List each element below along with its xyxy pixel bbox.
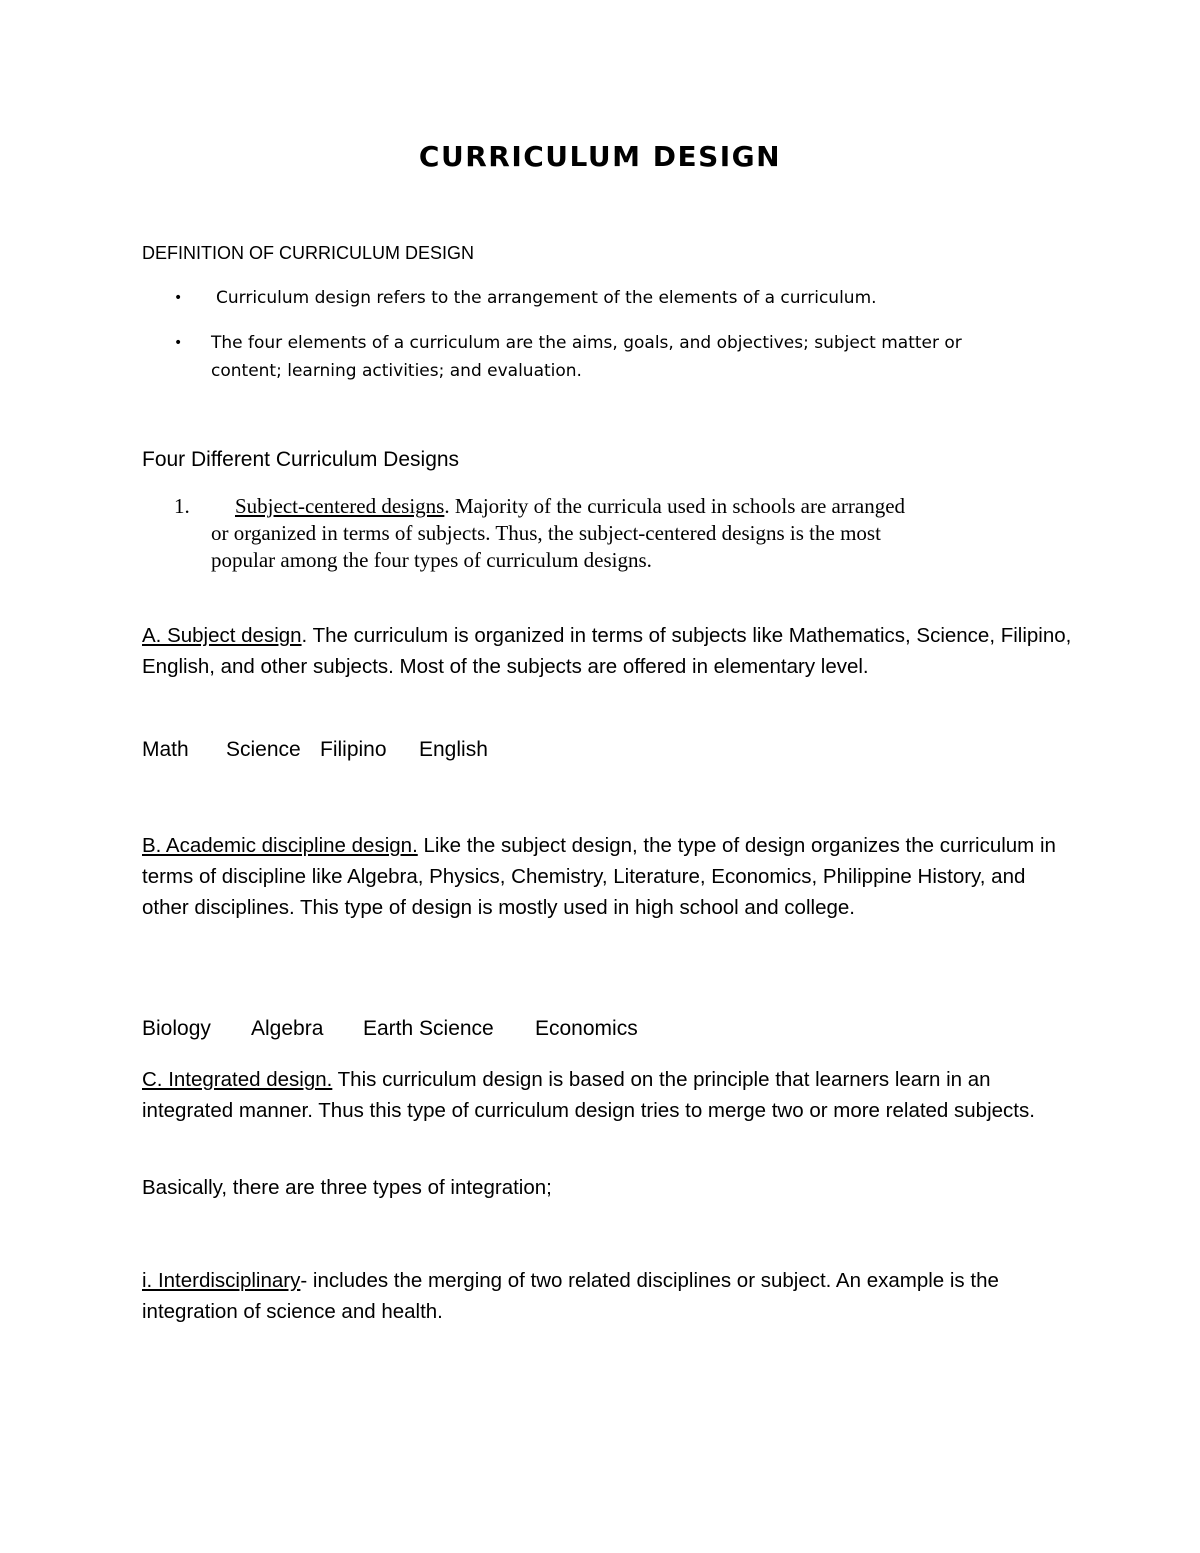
example-discipline: Earth Science (363, 1017, 494, 1040)
section-a-paragraph (142, 620, 1072, 682)
example-discipline: Economics (535, 1017, 638, 1040)
example-subject: Math (142, 738, 189, 761)
interdisciplinary-text: - includes the merging of two related disciplines or subject. An example is the integration of science and health. (142, 1269, 999, 1323)
example-subject: Science (226, 738, 301, 761)
section-c-text: This curriculum design is based on the principle that learners learn in an integrated manner. Thus this type of curriculum design tries to merge two or more related subjects. (142, 1068, 1035, 1122)
section-a-term: A. Subject design (142, 624, 302, 647)
document-title: CURRICULUM DESIGN (418, 140, 782, 173)
interdisciplinary-term: i. Interdisciplinary (142, 1269, 301, 1292)
item-line-2: or organized in terms of subjects. Thus, the subject-centered designs is the most (211, 521, 881, 545)
bullet-text: The four elements of a curriculum are the aims, goals, and objectives; subject matter or (211, 333, 962, 353)
interdisciplinary-paragraph (142, 1265, 1072, 1327)
example-discipline: Algebra (251, 1017, 324, 1040)
example-subject: Filipino (320, 738, 387, 761)
section-c-term: C. Integrated design. (142, 1068, 333, 1091)
section-a-text: . The curriculum is organized in terms of subjects like Mathematics, Science, Filipino, English, and other subjects. Most of the subjects are offered in elementary level. (142, 624, 1072, 678)
item-line-1-rest: . Majority of the curricula used in schools are arranged (444, 494, 906, 518)
example-discipline: Biology (142, 1017, 211, 1040)
item-line-3: popular among the four types of curriculum designs. (211, 548, 652, 572)
bullet-marker: • (174, 335, 183, 351)
item-number: 1. (174, 494, 190, 518)
bullet-text-continued: content; learning activities; and evaluation. (211, 361, 582, 381)
item-line-1 (235, 493, 905, 520)
section-c-paragraph (142, 1064, 1072, 1126)
bullet-marker: • (174, 290, 183, 306)
section-b-text: Like the subject design, the type of design organizes the curriculum in terms of discipline like Algebra, Physics, Chemistry, Literature, Economics, Philippine History, and other disciplines. This type of design is mostly used in high school and college. (142, 834, 1056, 919)
bullet-text: Curriculum design refers to the arrangement of the elements of a curriculum. (216, 288, 877, 308)
section-b-paragraph (142, 830, 1072, 923)
item-term: Subject-centered designs (235, 494, 445, 518)
section-b-term: B. Academic discipline design. (142, 834, 418, 857)
definition-heading: DEFINITION OF CURRICULUM DESIGN (142, 243, 475, 263)
integration-intro: Basically, there are three types of integration; (142, 1176, 552, 1199)
example-subject: English (419, 738, 488, 761)
designs-heading: Four Different Curriculum Designs (142, 448, 460, 471)
